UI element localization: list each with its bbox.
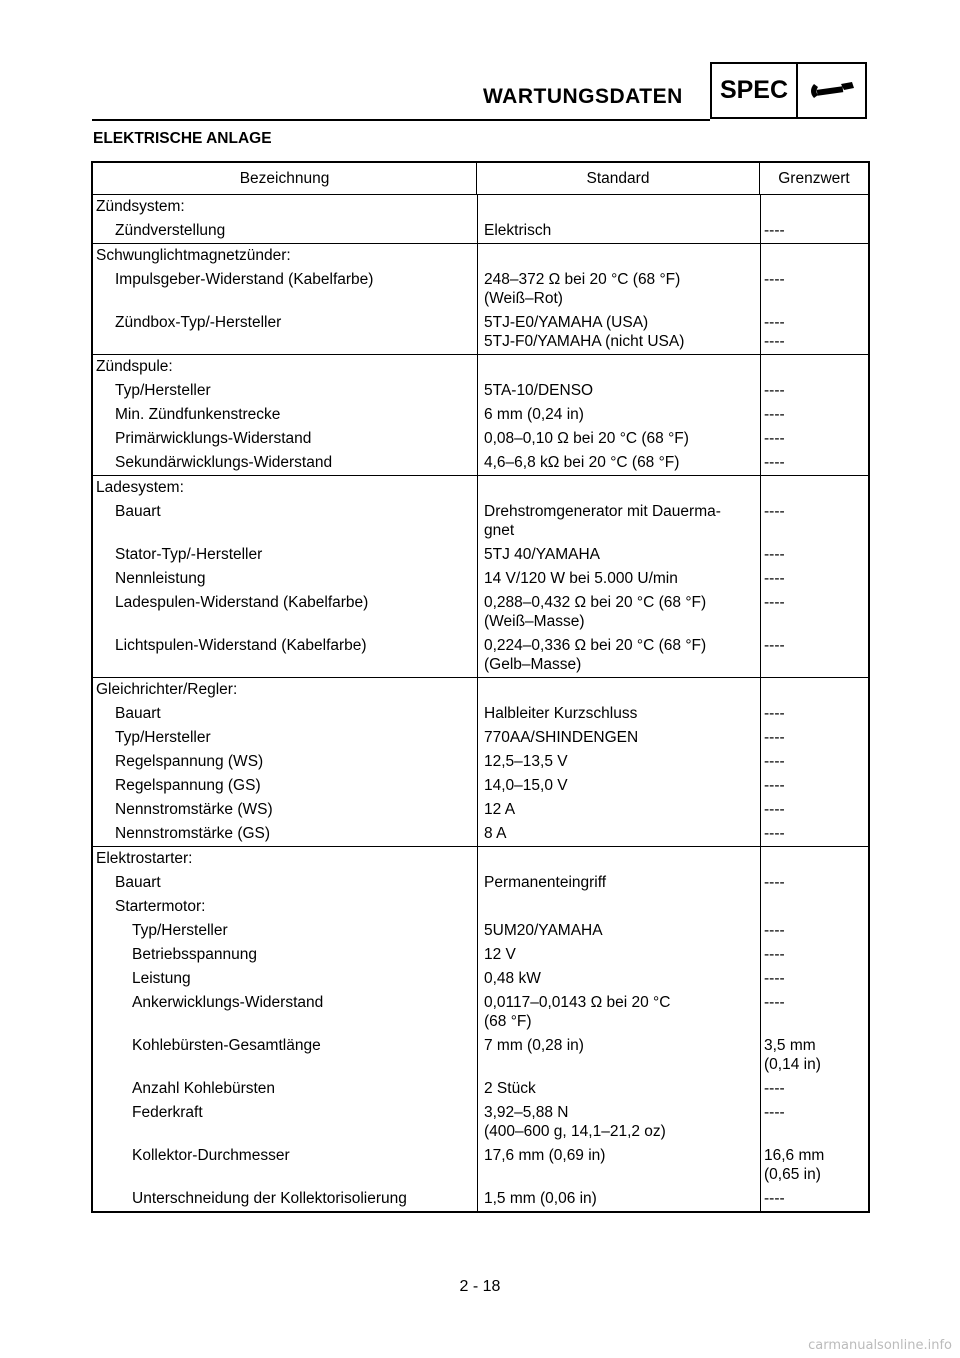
cell-bezeichnung: Nennstromstärke (WS) <box>115 801 273 818</box>
table-row <box>93 798 868 822</box>
table-row <box>93 195 868 219</box>
table-body <box>93 195 868 1211</box>
column-divider <box>760 476 761 677</box>
table-row <box>93 1144 868 1187</box>
table-group <box>93 195 868 244</box>
cell-standard: 5TA-10/DENSO <box>484 382 594 399</box>
cell-standard <box>477 246 760 265</box>
cell-bezeichnung: Ladespulen-Widerstand (Kabelfarbe) <box>115 594 369 611</box>
cell-standard <box>477 897 760 916</box>
spec-box <box>710 62 867 119</box>
cell-bezeichnung: Nennstromstärke (GS) <box>115 825 271 842</box>
table-row <box>93 311 868 354</box>
cell-bezeichnung: Bauart <box>115 874 161 891</box>
cell-grenzwert: ---- <box>764 705 785 722</box>
column-divider <box>477 244 478 354</box>
column-divider <box>760 847 761 1211</box>
cell-standard: 12,5–13,5 V <box>484 753 568 770</box>
cell-standard: 17,6 mm (0,69 in) <box>484 1147 606 1164</box>
table-row <box>93 991 868 1034</box>
cell-standard: 5TJ 40/YAMAHA <box>484 546 601 563</box>
cell-standard: 6 mm (0,24 in) <box>484 406 584 423</box>
cell-bezeichnung: Min. Zündfunkenstrecke <box>115 406 281 423</box>
cell-bezeichnung: Bauart <box>115 705 161 722</box>
cell-grenzwert <box>760 680 868 699</box>
cell-grenzwert: 16,6 mm (0,65 in) <box>764 1147 825 1183</box>
table-row <box>93 1034 868 1077</box>
watermark: carmanualsonline.info <box>808 1338 952 1353</box>
cell-bezeichnung: Zündverstellung <box>115 222 226 239</box>
table-row <box>93 403 868 427</box>
cell-bezeichnung: Gleichrichter/Regler: <box>96 681 238 698</box>
cell-standard: Halbleiter Kurzschluss <box>484 705 638 722</box>
cell-bezeichnung: Bauart <box>115 503 161 520</box>
cell-standard: 3,92–5,88 N (400–600 g, 14,1–21,2 oz) <box>484 1104 666 1140</box>
cell-bezeichnung: Unterschneidung der Kollektorisolierung <box>132 1190 407 1207</box>
cell-standard <box>477 197 760 216</box>
table-group <box>93 476 868 678</box>
table-row <box>93 750 868 774</box>
cell-standard: Permanenteingriff <box>484 874 607 891</box>
table-row <box>93 427 868 451</box>
cell-grenzwert: ---- <box>764 801 785 818</box>
cell-bezeichnung: Ladesystem: <box>96 479 184 496</box>
cell-grenzwert: ---- <box>764 637 785 654</box>
cell-grenzwert: ---- <box>764 1190 785 1207</box>
table-row <box>93 1101 868 1144</box>
table-row <box>93 244 868 268</box>
table-group <box>93 355 868 476</box>
table-row <box>93 591 868 634</box>
cell-grenzwert: ---- <box>764 729 785 746</box>
cell-grenzwert <box>760 478 868 497</box>
cell-standard: 5TJ-E0/YAMAHA (USA) 5TJ-F0/YAMAHA (nicht USA) <box>484 314 685 350</box>
cell-standard <box>477 680 760 699</box>
cell-standard: 14,0–15,0 V <box>484 777 568 794</box>
cell-grenzwert: ---- <box>764 503 785 520</box>
cell-bezeichnung: Typ/Hersteller <box>115 382 211 399</box>
cell-standard: 8 A <box>484 825 507 842</box>
cell-grenzwert: ---- <box>764 994 785 1011</box>
column-divider <box>477 847 478 1211</box>
spec-label: SPEC <box>712 64 798 117</box>
spec-table <box>91 161 870 1213</box>
cell-grenzwert <box>760 897 868 916</box>
cell-standard: 248–372 Ω bei 20 °C (68 °F) (Weiß–Rot) <box>484 271 681 307</box>
column-divider <box>760 195 761 243</box>
table-group <box>93 847 868 1211</box>
cell-standard: 4,6–6,8 kΩ bei 20 °C (68 °F) <box>484 454 680 471</box>
table-row <box>93 943 868 967</box>
table-row <box>93 500 868 543</box>
table-row <box>93 702 868 726</box>
column-divider <box>760 244 761 354</box>
column-divider <box>760 355 761 475</box>
cell-grenzwert <box>760 357 868 376</box>
table-row <box>93 895 868 919</box>
cell-standard: 0,0117–0,0143 Ω bei 20 °C (68 °F) <box>484 994 671 1030</box>
table-row <box>93 634 868 677</box>
cell-standard <box>477 478 760 497</box>
cell-bezeichnung: Stator-Typ/-Hersteller <box>115 546 263 563</box>
table-row <box>93 355 868 379</box>
cell-standard <box>477 357 760 376</box>
column-divider <box>760 678 761 846</box>
cell-grenzwert: ---- <box>764 594 785 611</box>
column-divider <box>477 355 478 475</box>
cell-grenzwert: ---- ---- <box>764 314 785 350</box>
table-row <box>93 726 868 750</box>
cell-bezeichnung: Betriebsspannung <box>132 946 257 963</box>
cell-grenzwert <box>760 849 868 868</box>
cell-bezeichnung: Ankerwicklungs-Widerstand <box>132 994 324 1011</box>
header-title: WARTUNGSDATEN <box>483 85 683 108</box>
cell-grenzwert: ---- <box>764 382 785 399</box>
cell-bezeichnung: Anzahl Kohlebürsten <box>132 1080 276 1097</box>
cell-bezeichnung: Leistung <box>132 970 191 987</box>
cell-standard: 1,5 mm (0,06 in) <box>484 1190 597 1207</box>
cell-bezeichnung: Primärwicklungs-Widerstand <box>115 430 312 447</box>
cell-grenzwert: ---- <box>764 777 785 794</box>
table-row <box>93 543 868 567</box>
page-number: 2 - 18 <box>459 1278 501 1295</box>
cell-grenzwert: ---- <box>764 753 785 770</box>
cell-bezeichnung: Nennleistung <box>115 570 206 587</box>
cell-standard: Drehstromgenerator mit Dauerma- gnet <box>484 503 721 539</box>
cell-grenzwert: ---- <box>764 874 785 891</box>
cell-standard: 14 V/120 W bei 5.000 U/min <box>484 570 678 587</box>
column-divider <box>477 678 478 846</box>
header-rule <box>92 119 710 121</box>
table-row <box>93 774 868 798</box>
col-header-standard: Standard <box>477 163 760 194</box>
col-header-bezeichnung: Bezeichnung <box>93 163 477 194</box>
cell-bezeichnung: Sekundärwicklungs-Widerstand <box>115 454 333 471</box>
cell-bezeichnung: Kollektor-Durchmesser <box>132 1147 290 1164</box>
cell-grenzwert: ---- <box>764 271 785 288</box>
table-row <box>93 1077 868 1101</box>
table-row <box>93 871 868 895</box>
cell-bezeichnung: Schwunglichtmagnetzünder: <box>96 247 291 264</box>
table-row <box>93 967 868 991</box>
cell-standard <box>477 849 760 868</box>
cell-standard: 12 A <box>484 801 516 818</box>
wrench-icon <box>798 64 865 117</box>
cell-bezeichnung: Regelspannung (GS) <box>115 777 261 794</box>
cell-bezeichnung: Typ/Hersteller <box>115 729 211 746</box>
table-row <box>93 219 868 243</box>
cell-grenzwert <box>760 197 868 216</box>
cell-bezeichnung: Startermotor: <box>115 898 206 915</box>
cell-bezeichnung: Zündspule: <box>96 358 173 375</box>
cell-bezeichnung: Zündbox-Typ/-Hersteller <box>115 314 282 331</box>
table-row <box>93 268 868 311</box>
cell-standard: Elektrisch <box>484 222 552 239</box>
cell-bezeichnung: Kohlebürsten-Gesamtlänge <box>132 1037 321 1054</box>
cell-standard: 770AA/SHINDENGEN <box>484 729 639 746</box>
table-group <box>93 244 868 355</box>
cell-bezeichnung: Elektrostarter: <box>96 850 193 867</box>
cell-grenzwert: ---- <box>764 1104 785 1121</box>
cell-grenzwert: 3,5 mm (0,14 in) <box>764 1037 821 1073</box>
cell-standard: 0,48 kW <box>484 970 541 987</box>
column-divider <box>477 476 478 677</box>
cell-bezeichnung: Federkraft <box>132 1104 203 1121</box>
col-header-grenzwert: Grenzwert <box>778 170 850 187</box>
cell-standard: 0,288–0,432 Ω bei 20 °C (68 °F) (Weiß–Masse) <box>484 594 707 630</box>
table-group <box>93 678 868 847</box>
cell-grenzwert: ---- <box>764 430 785 447</box>
cell-grenzwert: ---- <box>764 222 785 239</box>
cell-standard: 0,224–0,336 Ω bei 20 °C (68 °F) (Gelb–Masse) <box>484 637 707 673</box>
table-row <box>93 567 868 591</box>
cell-standard: 0,08–0,10 Ω bei 20 °C (68 °F) <box>484 430 689 447</box>
section-title: ELEKTRISCHE ANLAGE <box>93 130 272 147</box>
cell-bezeichnung: Typ/Hersteller <box>132 922 228 939</box>
cell-grenzwert: ---- <box>764 970 785 987</box>
cell-standard: 12 V <box>484 946 516 963</box>
cell-grenzwert <box>760 246 868 265</box>
cell-bezeichnung: Regelspannung (WS) <box>115 753 264 770</box>
table-row <box>93 919 868 943</box>
table-header <box>93 163 868 195</box>
table-row <box>93 822 868 846</box>
cell-grenzwert: ---- <box>764 546 785 563</box>
cell-grenzwert: ---- <box>764 946 785 963</box>
table-row <box>93 476 868 500</box>
cell-standard: 2 Stück <box>484 1080 536 1097</box>
table-row <box>93 678 868 702</box>
cell-grenzwert: ---- <box>764 922 785 939</box>
cell-bezeichnung: Zündsystem: <box>96 198 185 215</box>
cell-standard: 7 mm (0,28 in) <box>484 1037 584 1054</box>
column-divider <box>477 195 478 243</box>
cell-grenzwert: ---- <box>764 406 785 423</box>
cell-standard: 5UM20/YAMAHA <box>484 922 603 939</box>
cell-grenzwert: ---- <box>764 825 785 842</box>
cell-bezeichnung: Impulsgeber-Widerstand (Kabelfarbe) <box>115 271 374 288</box>
cell-grenzwert: ---- <box>764 454 785 471</box>
cell-bezeichnung: Lichtspulen-Widerstand (Kabelfarbe) <box>115 637 367 654</box>
cell-grenzwert: ---- <box>764 570 785 587</box>
table-row <box>93 1187 868 1211</box>
table-row <box>93 451 868 475</box>
cell-grenzwert: ---- <box>764 1080 785 1097</box>
table-row <box>93 379 868 403</box>
table-row <box>93 847 868 871</box>
